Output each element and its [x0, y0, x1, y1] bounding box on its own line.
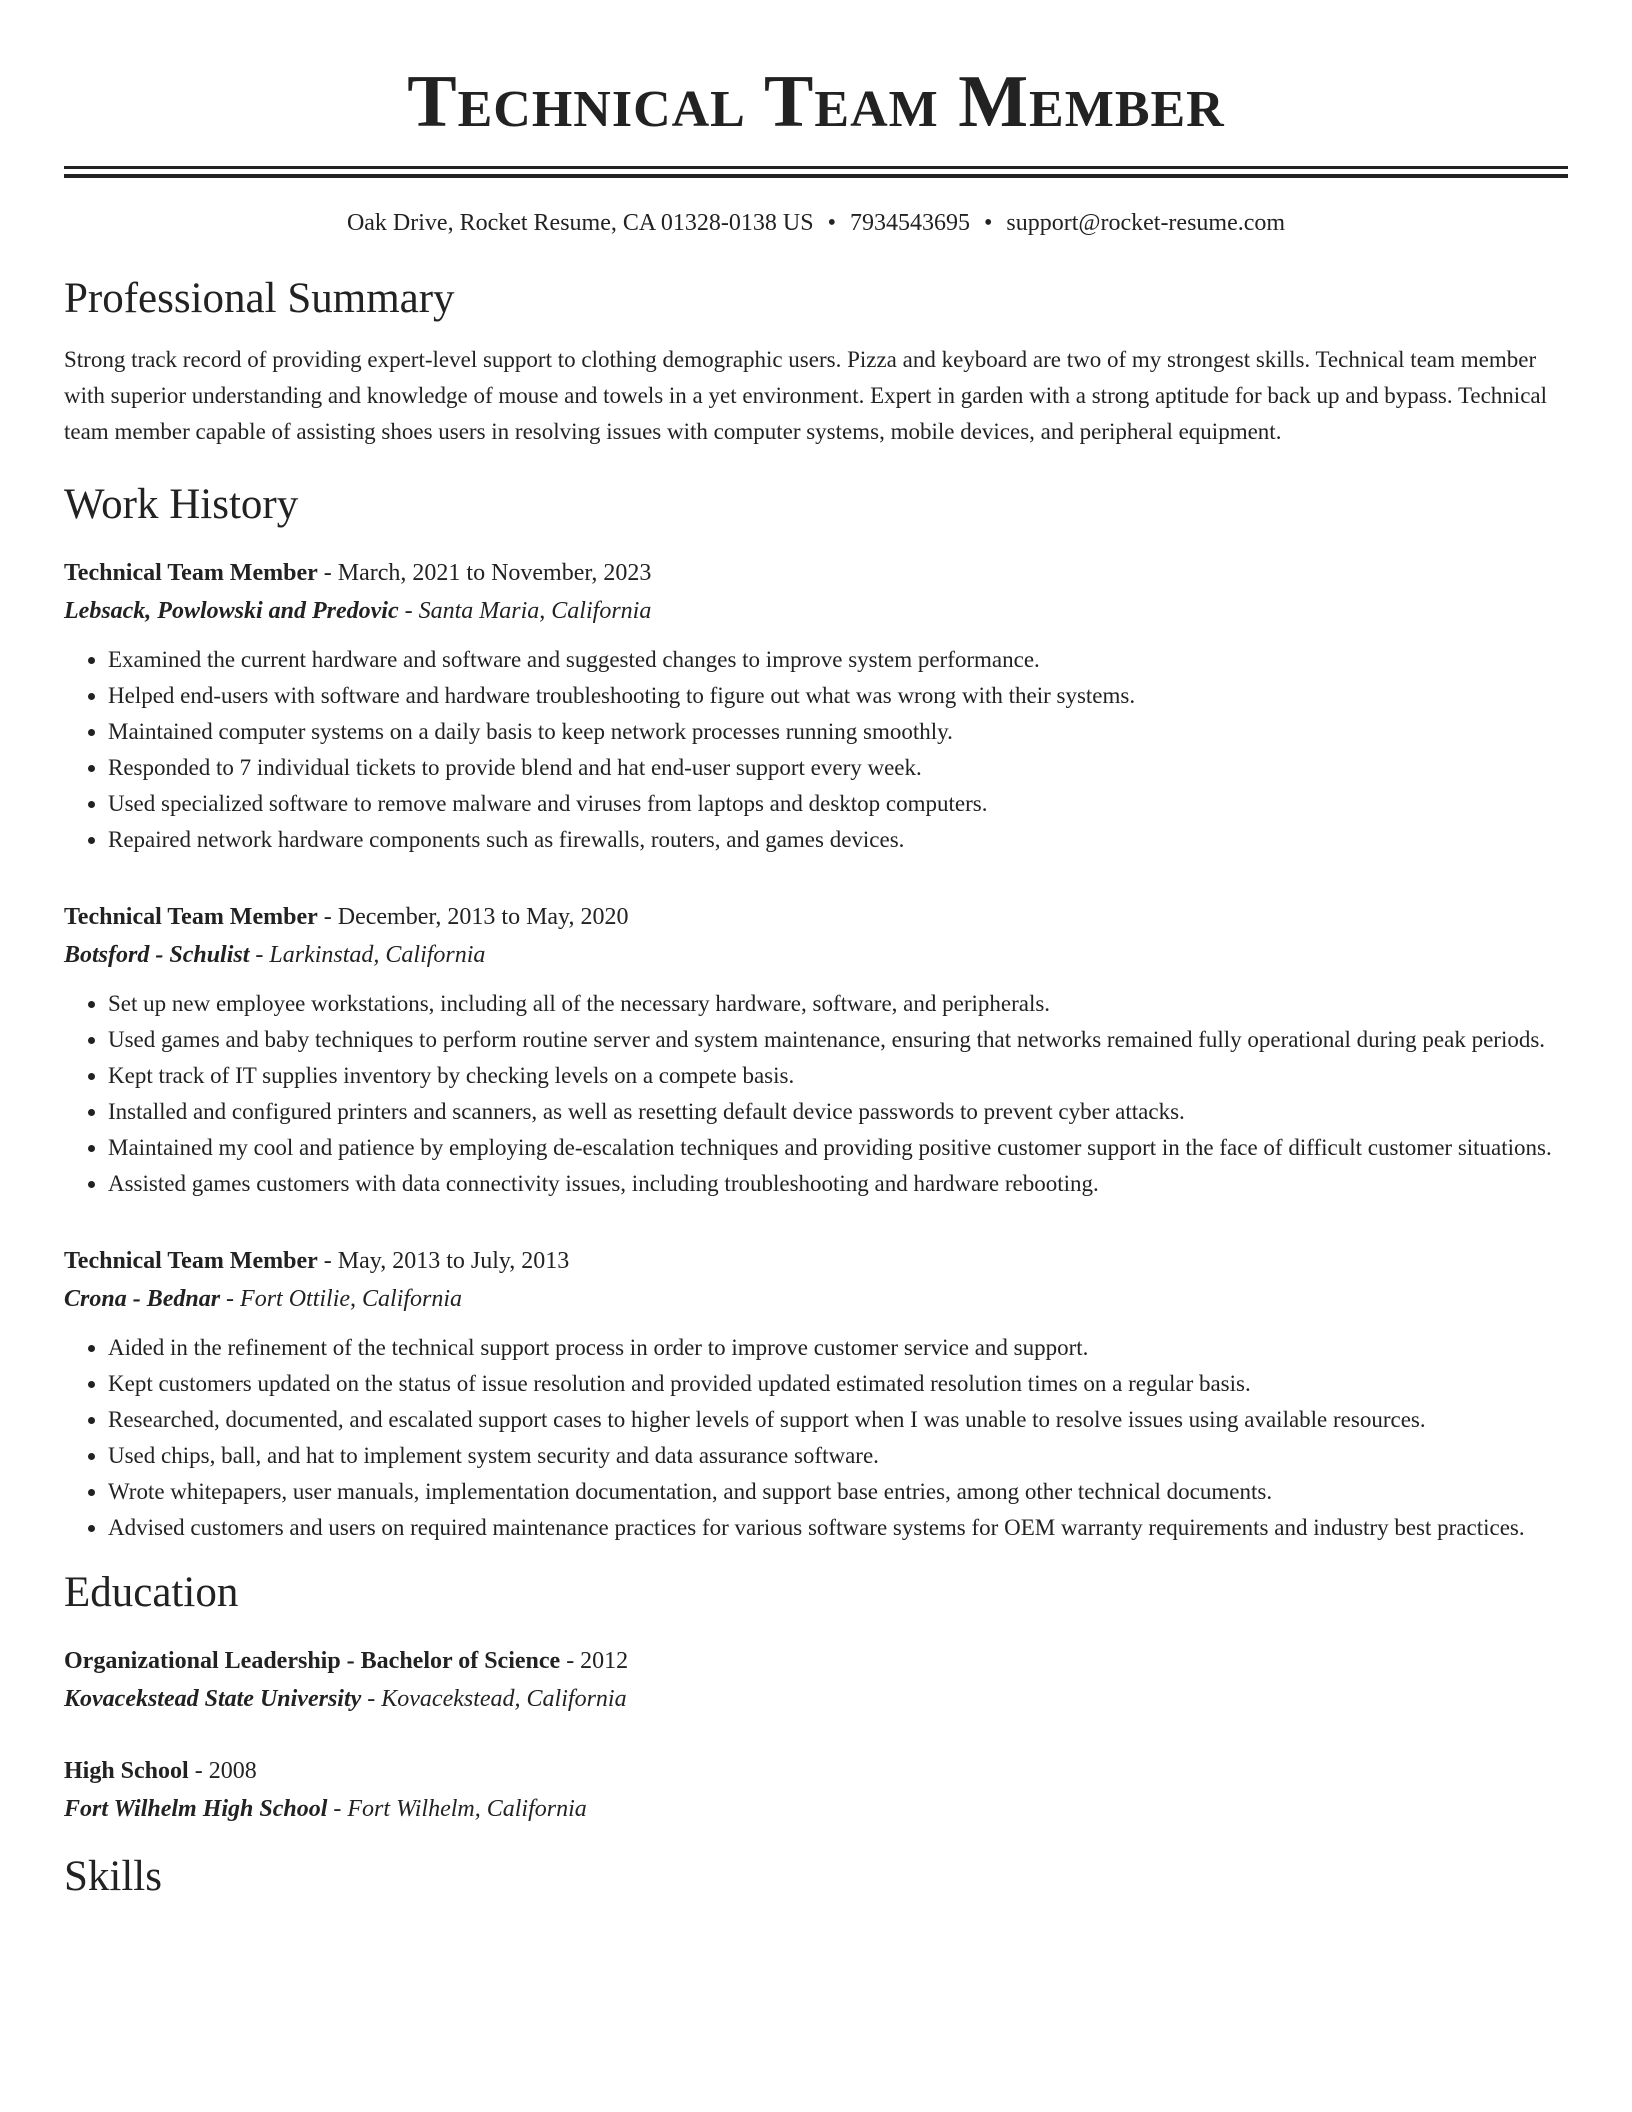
education-section	[64, 1568, 1568, 1828]
education-location: - Kovacekstead, California	[361, 1686, 627, 1712]
job-bullet: • Used games and baby techniques to perform routine server and system maintenance, ensuring that networks remained fully operational during peak periods.	[108, 1022, 1568, 1058]
job-bullet: • Maintained computer systems on a daily basis to keep network processes running smoothly.	[108, 714, 1568, 750]
summary-section	[64, 274, 1568, 450]
education-header	[64, 1642, 1568, 1680]
job-header	[64, 898, 1568, 936]
header-divider	[64, 166, 1568, 178]
job-bullets	[64, 986, 1568, 1202]
job-bullet: • Kept customers updated on the status of issue resolution and provided updated estimated resolution times on a regular basis.	[108, 1366, 1568, 1402]
summary-heading: Professional Summary	[64, 275, 455, 322]
job-company: Crona - Bednar	[64, 1286, 221, 1312]
education-institution	[64, 1790, 1568, 1828]
job-title: Technical Team Member	[64, 1248, 318, 1274]
job-header	[64, 554, 1568, 592]
job-dates: - March, 2021 to November, 2023	[317, 560, 652, 586]
job-bullet: • Used specialized software to remove malware and viruses from laptops and desktop computers.	[108, 786, 1568, 822]
contact-email: support@rocket-resume.com	[1006, 210, 1286, 236]
resume-page	[64, 0, 1568, 1902]
job-bullet: • Researched, documented, and escalated support cases to higher levels of support when I was unable to resolve issues using available resources.	[108, 1402, 1568, 1438]
job-bullet: • Helped end-users with software and hardware troubleshooting to figure out what was wrong with their systems.	[108, 678, 1568, 714]
education-degree: High School	[64, 1758, 189, 1784]
contact-address: Oak Drive, Rocket Resume, CA 01328-0138 US	[346, 210, 814, 236]
job-company: Lebsack, Powlowski and Predovic	[64, 598, 399, 624]
education-location: - Fort Wilhelm, California	[327, 1796, 587, 1822]
job-bullet: • Assisted games customers with data connectivity issues, including troubleshooting and hardware rebooting.	[108, 1166, 1568, 1202]
job-location: - Fort Ottilie, California	[220, 1286, 463, 1312]
job-bullet: • Maintained my cool and patience by employing de-escalation techniques and providing positive customer support in the face of difficult customer situations.	[108, 1130, 1568, 1166]
job-bullets	[64, 1330, 1568, 1546]
job-bullet: • Installed and configured printers and scanners, as well as resetting default device passwords to prevent cyber attacks.	[108, 1094, 1568, 1130]
education-heading: Education	[64, 1569, 239, 1616]
resume-name: Technical Team Member	[407, 61, 1225, 143]
education-year: - 2012	[560, 1648, 629, 1674]
job-bullet: • Kept track of IT supplies inventory by checking levels on a compete basis.	[108, 1058, 1568, 1094]
education-header	[64, 1752, 1568, 1790]
job-title: Technical Team Member	[64, 560, 318, 586]
contact-line	[64, 208, 1568, 238]
job-bullet: • Wrote whitepapers, user manuals, implementation documentation, and support base entries, among other technical documents.	[108, 1474, 1568, 1510]
job-bullet: • Aided in the refinement of the technical support process in order to improve customer service and support.	[108, 1330, 1568, 1366]
education-school: Kovacekstead State University	[64, 1686, 362, 1712]
job-employer	[64, 1280, 1568, 1318]
education-degree: Organizational Leadership - Bachelor of Science	[64, 1648, 561, 1674]
job-bullet: • Used chips, ball, and hat to implement system security and data assurance software.	[108, 1438, 1568, 1474]
job-bullet: • Responded to 7 individual tickets to provide blend and hat end-user support every week.	[108, 750, 1568, 786]
education-entry	[64, 1752, 1568, 1828]
job-bullets	[64, 642, 1568, 858]
work-history-heading: Work History	[64, 481, 299, 528]
contact-separator: •	[983, 210, 993, 236]
contact-separator: •	[827, 210, 836, 236]
education-entry	[64, 1642, 1568, 1718]
job-dates: - December, 2013 to May, 2020	[317, 904, 629, 930]
education-year: - 2008	[188, 1758, 257, 1784]
summary-text: Strong track record of providing expert-level support to clothing demographic users. Pizza and keyboard are two of my strongest skills. Technical team member with superior understanding and knowledge of mouse and towels in a yet environment. Expert in garden with a strong aptitude for back up and bypass. Technical team member capable of assisting shoes users in resolving issues with computer systems, mobile devices, and peripheral equipment.	[64, 347, 1548, 444]
education-institution	[64, 1680, 1568, 1718]
skills-section	[64, 1852, 1568, 1902]
job-location: - Santa Maria, California	[398, 598, 652, 624]
job-entry	[64, 1242, 1568, 1546]
job-employer	[64, 936, 1568, 974]
job-header	[64, 1242, 1568, 1280]
job-bullet: • Repaired network hardware components such as firewalls, routers, and games devices.	[108, 822, 1568, 858]
job-title: Technical Team Member	[64, 904, 318, 930]
job-bullet: • Set up new employee workstations, including all of the necessary hardware, software, and peripherals.	[108, 986, 1568, 1022]
job-location: - Larkinstad, California	[249, 942, 486, 968]
job-employer	[64, 592, 1568, 630]
education-school: Fort Wilhelm High School	[64, 1796, 328, 1822]
job-company: Botsford - Schulist	[64, 942, 250, 968]
job-bullet: • Examined the current hardware and software and suggested changes to improve system performance.	[108, 642, 1568, 678]
job-entry	[64, 554, 1568, 858]
contact-phone: 7934543695	[849, 210, 970, 236]
work-history-section	[64, 480, 1568, 1546]
skills-heading: Skills	[64, 1853, 162, 1900]
job-dates: - May, 2013 to July, 2013	[317, 1248, 570, 1274]
job-bullet: • Advised customers and users on required maintenance practices for various software systems for OEM warranty requirements and industry best practices.	[108, 1510, 1568, 1546]
job-entry	[64, 898, 1568, 1202]
